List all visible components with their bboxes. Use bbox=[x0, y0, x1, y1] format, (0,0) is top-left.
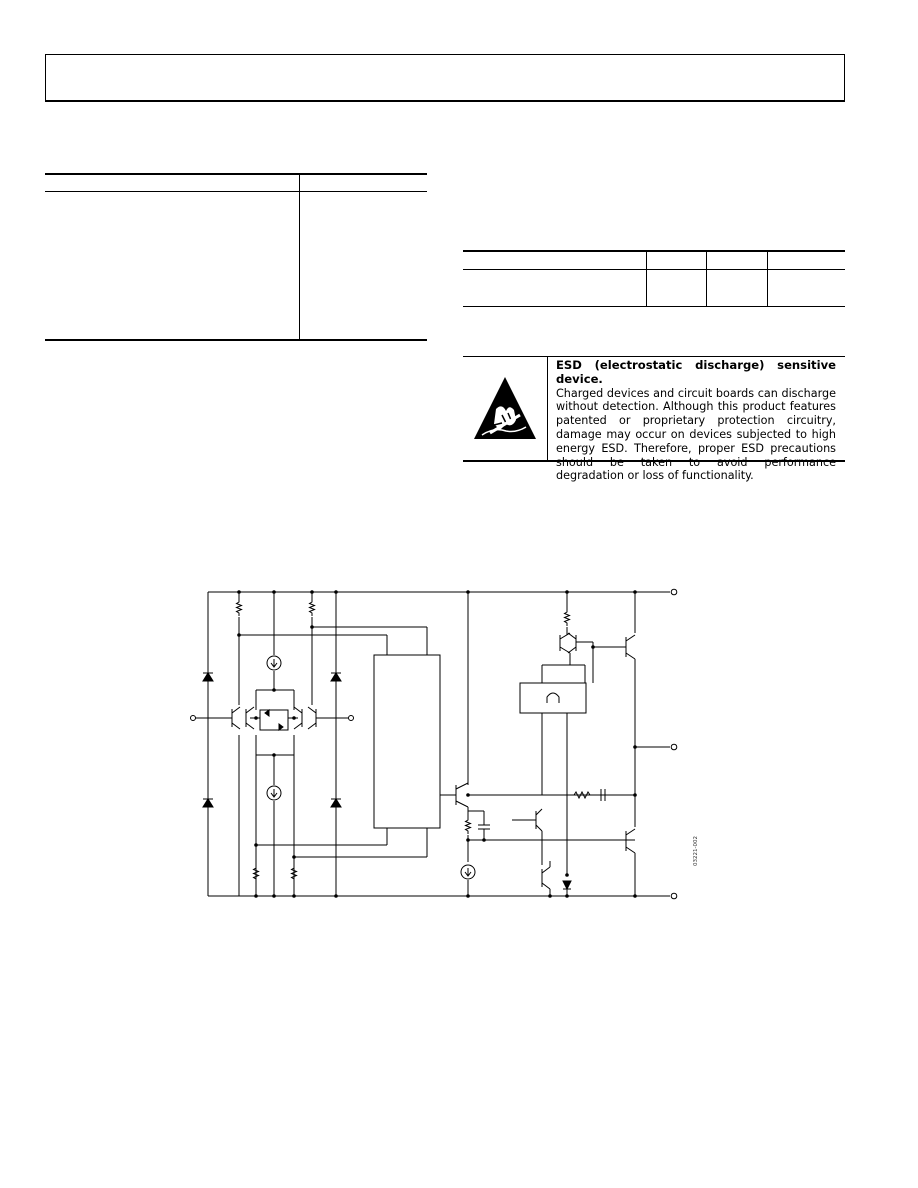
page-header-box bbox=[45, 54, 845, 102]
left-table-top-rule bbox=[45, 173, 427, 175]
transistor-icon bbox=[626, 635, 635, 659]
terminal-icon bbox=[671, 744, 677, 750]
transistor-icon bbox=[626, 829, 635, 853]
left-table-header-rule bbox=[45, 191, 427, 192]
terminal-icon bbox=[671, 589, 677, 595]
diode-icon bbox=[563, 881, 571, 889]
esd-title: ESD (electrostatic discharge) sensitive device. bbox=[556, 358, 836, 386]
figure-id: 03221-002 bbox=[693, 836, 699, 866]
transistor-icon bbox=[542, 867, 550, 889]
esd-warning-icon bbox=[472, 375, 538, 441]
terminal-icon bbox=[349, 716, 354, 721]
right-table-bottom-rule bbox=[463, 306, 845, 307]
esd-divider bbox=[547, 357, 548, 461]
esd-text-block bbox=[556, 359, 836, 483]
circuit-schematic bbox=[190, 585, 720, 915]
right-table-header-rule bbox=[463, 269, 845, 270]
left-table-bottom-rule bbox=[45, 339, 427, 341]
gain-stage-block bbox=[374, 655, 440, 828]
capacitor-icon bbox=[478, 825, 490, 829]
terminal-icon bbox=[671, 893, 677, 899]
right-table-divider-1 bbox=[646, 251, 647, 306]
transistor-icon bbox=[560, 633, 576, 653]
current-source-arrow bbox=[271, 659, 277, 667]
resistor-icon bbox=[466, 817, 471, 834]
bias-block bbox=[520, 683, 586, 713]
resistor-icon bbox=[237, 599, 242, 616]
right-table-top-rule bbox=[463, 250, 845, 252]
bias-symbol bbox=[547, 693, 559, 703]
esd-top-rule bbox=[463, 356, 845, 357]
transistor-icon bbox=[536, 809, 542, 831]
right-table-divider-3 bbox=[767, 251, 768, 306]
esd-body: Charged devices and circuit boards can discharge without detection. Although this product features patented or proprietary protection circuitry, damage may occur on devices subjected to high energy ESD. Therefore, proper ESD precautions should be taken to avoid performance degradation or loss of functionality. bbox=[556, 386, 836, 483]
right-table-divider-2 bbox=[706, 251, 707, 306]
resistor-icon bbox=[310, 599, 315, 616]
diode-icon bbox=[265, 710, 283, 730]
current-source-arrow bbox=[271, 789, 277, 797]
resistor-icon bbox=[565, 609, 570, 626]
left-table-column-divider bbox=[299, 174, 300, 340]
terminal-icon bbox=[191, 716, 196, 721]
